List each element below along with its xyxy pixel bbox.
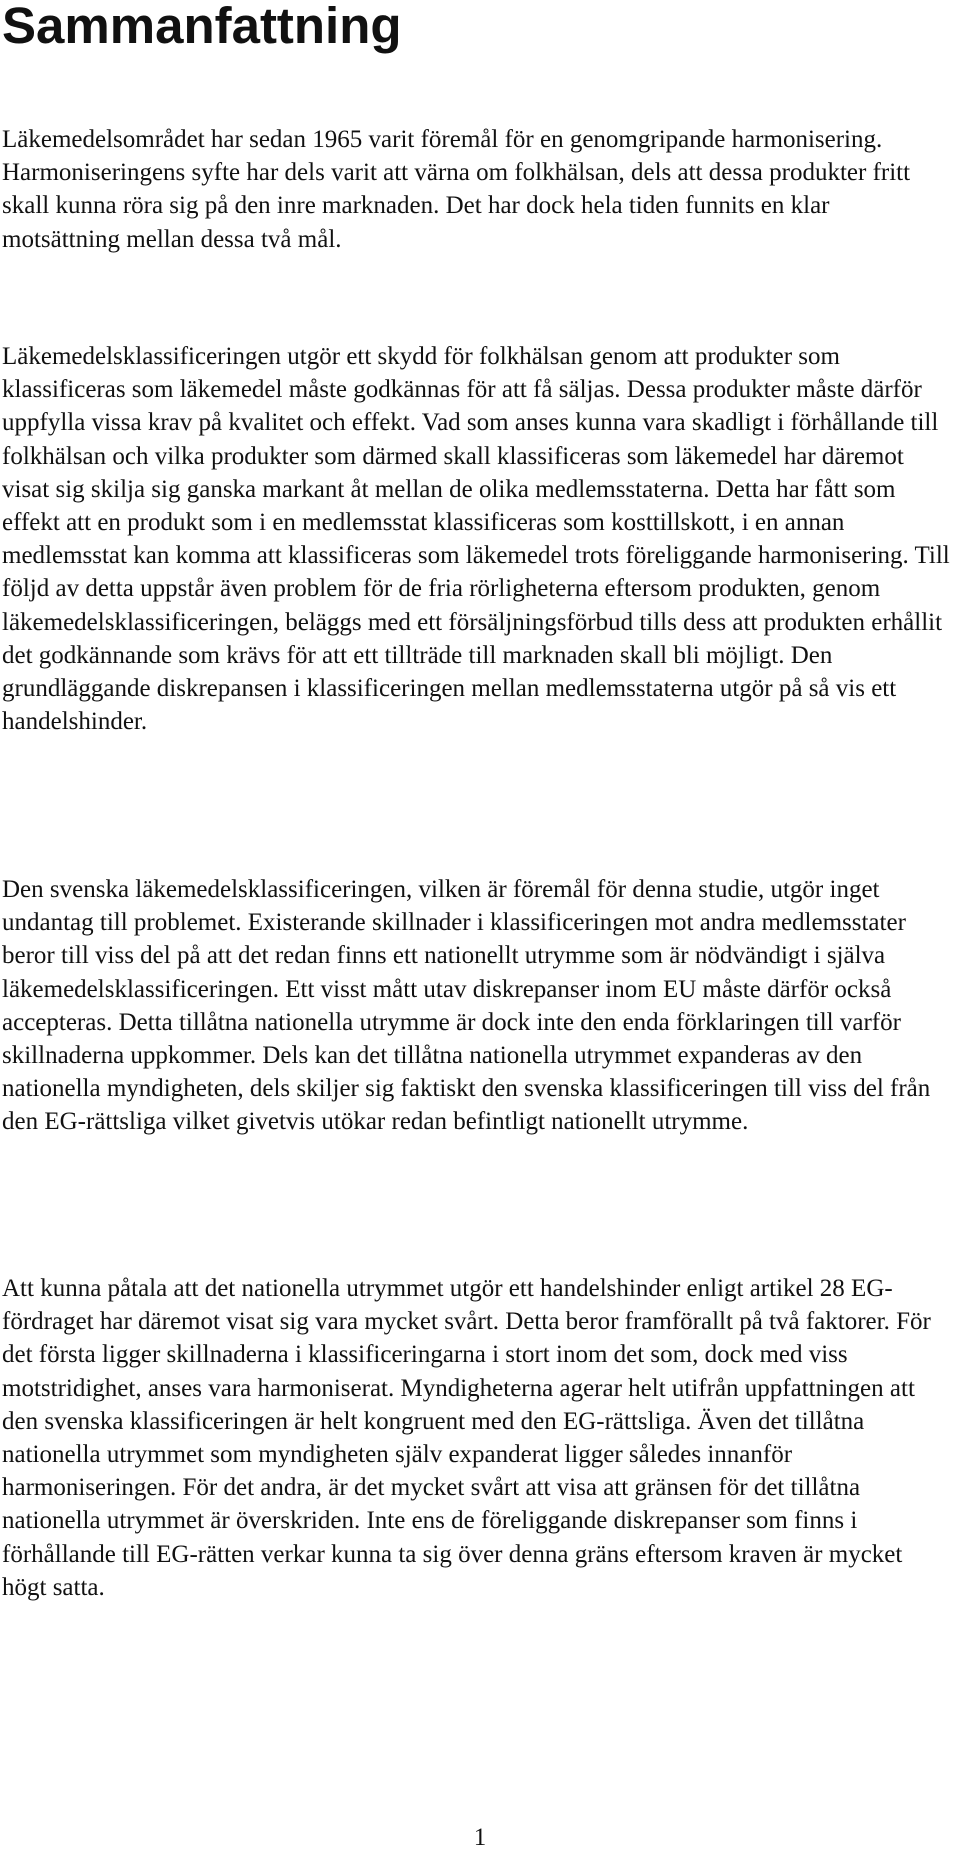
paragraph-1: Läkemedelsområdet har sedan 1965 varit föremål för en genomgripande harmonisering. Harmoniseringens syfte har dels varit att värna om folkhälsan, dels att dessa produkter fritt skall kunna röra sig på den inre marknaden. Det har dock hela tiden funnits en klar motsättning mellan dessa två mål. — [2, 126, 911, 253]
page-number: 1 — [473, 1824, 487, 1851]
paragraph-4: Att kunna påtala att det nationella utrymmet utgör ett handelshinder enligt artikel 28 EG-fördraget har däremot visat sig vara mycket svårt. Detta beror framförallt på två faktorer. För det första ligger skillnaderna i klassificeringarna i stort inom det som, dock med viss motstridighet, anses vara harmoniserat. Myndigheterna agerar helt utifrån uppfattningen att den svenska klassificeringen är helt kongruent med den EG-rättsliga. Även det tillåtna nationella utrymmet som myndigheten själv expanderat ligger således innanför harmoniseringen. För det andra, är det mycket svårt att visa att gränsen för det tillåtna nationella utrymmet är överskriden. Inte ens de föreliggande diskrepanser som finns i förhållande till EG-rätten verkar kunna ta sig över denna gräns eftersom kraven är mycket högt satta. — [2, 1275, 931, 1601]
paragraph-3: Den svenska läkemedelsklassificeringen, vilken är föremål för denna studie, utgör inget undantag till problemet. Existerande skillnader i klassificeringen mot andra medlemsstater beror till viss del på att det redan finns ett nationellt utrymme som är nödvändigt i själva läkemedelsklassificeringen. Ett visst mått utav diskrepanser inom EU måste därför också accepteras. Detta tillåtna nationella utrymme är dock inte den enda förklaringen till varför skillnaderna uppkommer. Dels kan det tillåtna nationella utrymmet expanderas av den nationella myndigheten, dels skiljer sig faktiskt den svenska klassificeringen till viss del från den EG-rättsliga vilket givetvis utökar redan befintligt nationellt utrymme. — [2, 876, 931, 1136]
paragraph-2: Läkemedelsklassificeringen utgör ett skydd för folkhälsan genom att produkter som klassificeras som läkemedel måste godkännas för att få säljas. Dessa produkter måste därför uppfylla vissa krav på kvalitet och effekt. Vad som anses kunna vara skadligt i förhållande till folkhälsan och vilka produkter som därmed skall klassificeras som läkemedel har däremot visat sig skilja sig ganska markant åt mellan de olika medlemsstaterna. Detta har fått som effekt att en produkt som i en medlemsstat klassificeras som kosttillskott, i en annan medlemsstat kan komma att klassificeras som läkemedel trots föreliggande harmonisering. Till följd av detta uppstår även problem för de fria rörligheterna eftersom produkten, genom läkemedelsklassificeringen, beläggs med ett försäljningsförbud tills dess att produkten erhållit det godkännande som krävs för att ett tillträde till marknaden skall bli möjligt. Den grundläggande diskrepansen i klassificeringen mellan medlemsstaterna utgör på så vis ett handelshinder. — [2, 343, 950, 736]
page-title: Sammanfattning — [2, 0, 402, 54]
